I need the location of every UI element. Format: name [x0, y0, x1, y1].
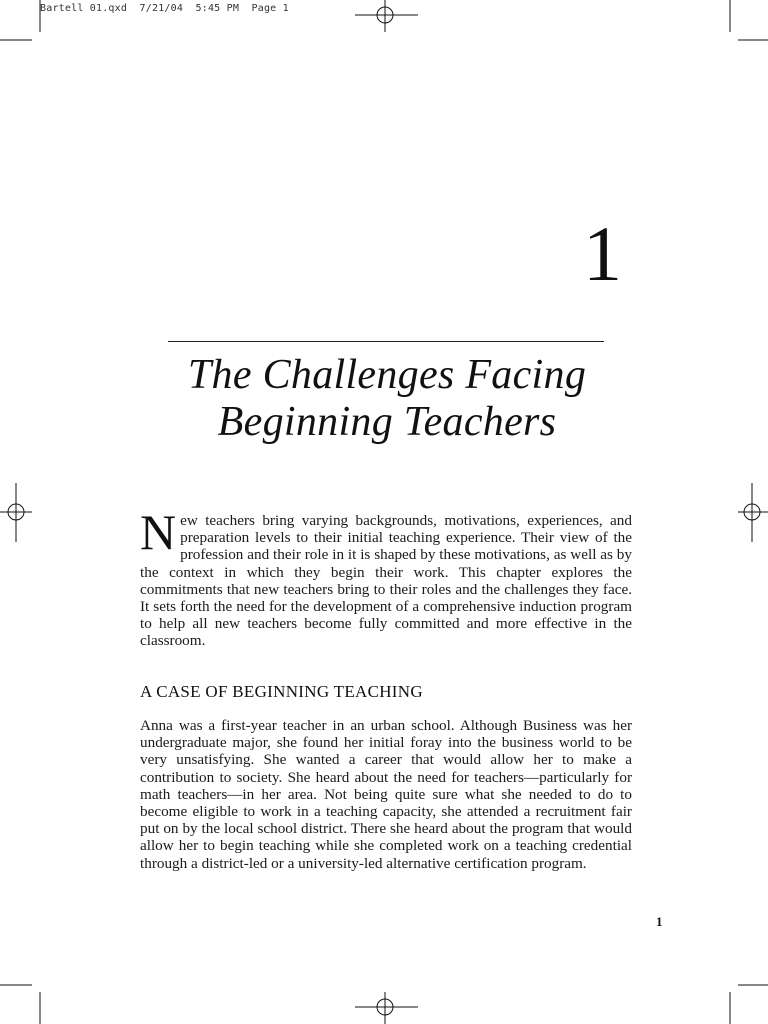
registration-mark-top	[355, 0, 418, 32]
intro-paragraph	[140, 504, 632, 650]
page-number: 1	[656, 914, 663, 929]
registration-mark-left	[0, 483, 32, 542]
drop-cap: N	[140, 504, 177, 560]
intro-text: ew teachers bring varying backgrounds, motivations, experiences, and preparation levels to their initial teaching experience. Their view of the profession and their role in it is shaped by these motivations, as well as by the context in which they begin their work. This chapter explores the commitments that new teachers bring to their roles and the challenges they face. It sets forth the need for the development of a comprehensive induction program to help all new teachers become fully committed and more effective in the classroom.	[140, 512, 632, 650]
registration-mark-right	[738, 483, 768, 542]
case-paragraph: Anna was a first-year teacher in an urban school. Although Business was her undergraduate major, she found her initial foray into the business world to be very unsatisfying. She wanted a career that would allow her to make a contribution to society. She heard about the need for teachers—particularly for math teachers—in her area. Not being quite sure what she needed to do to become eligible to work in a teaching capacity, she attended a recruitment fair put on by the local school district. There she heard about the program that would allow her to begin teaching while she completed work on a teaching credential through a district-led or a university-led alternative certification program.	[140, 717, 632, 872]
title-rule	[168, 341, 604, 342]
chapter-number: 1	[583, 210, 622, 297]
chapter-title: The Challenges Facing Beginning Teachers	[187, 352, 587, 445]
registration-mark-bottom	[355, 992, 418, 1024]
section-heading: A CASE OF BEGINNING TEACHING	[140, 682, 423, 701]
print-slug-line: Bartell 01.qxd 7/21/04 5:45 PM Page 1	[40, 3, 289, 14]
